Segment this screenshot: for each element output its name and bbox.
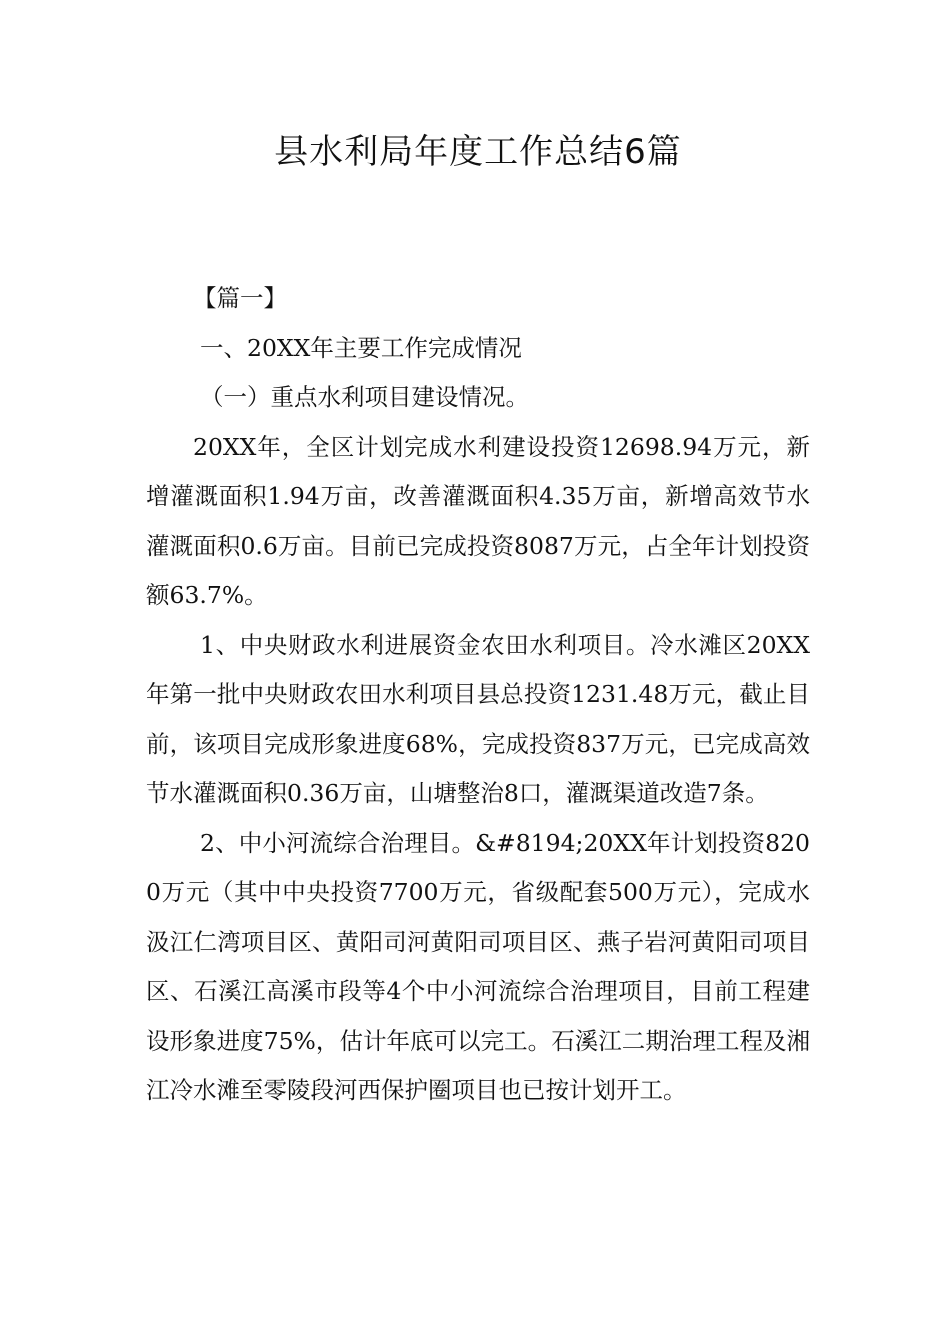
paragraph: 1、中央财政水利进展资金农田水利项目。冷水滩区20XX年第一批中央财政农田水利项目县总投资1231.48万元，截止目前，该项目完成形象进度68%，完成投资837万元，已完成高效节水灌溉面积0.36万亩，山塘整治8口，灌溉渠道改造7条。 [146, 630, 810, 807]
section-label: 【篇一】 [193, 284, 287, 312]
document-title: 县水利局年度工作总结6篇 [274, 132, 682, 172]
subsection-heading: （一）重点水利项目建设情况。 [200, 383, 529, 411]
section-heading: 一、20XX年主要工作完成情况 [200, 333, 522, 362]
paragraph: 2、中小河流综合治理目。&#8194;20XX年计划投资8200万元（其中中央投资7700万元，省级配套500万元），完成水汲江仁湾项目区、黄阳司河黄阳司项目区、燕子岩河黄阳司项目区、石溪江高溪市段等4个中小河流综合治理项目，目前工程建设形象进度75%，估计年底可以完工。石溪江二期治理工程及湘江冷水滩至零陵段河西保护圈项目也已按计划开工。 [146, 828, 810, 1104]
paragraph: 20XX年，全区计划完成水利建设投资12698.94万元，新增灌溉面积1.94万亩，改善灌溉面积4.35万亩，新增高效节水灌溉面积0.6万亩。目前已完成投资8087万元，占全年计划投资额63.7%。 [146, 432, 810, 609]
document-body [146, 274, 810, 1116]
